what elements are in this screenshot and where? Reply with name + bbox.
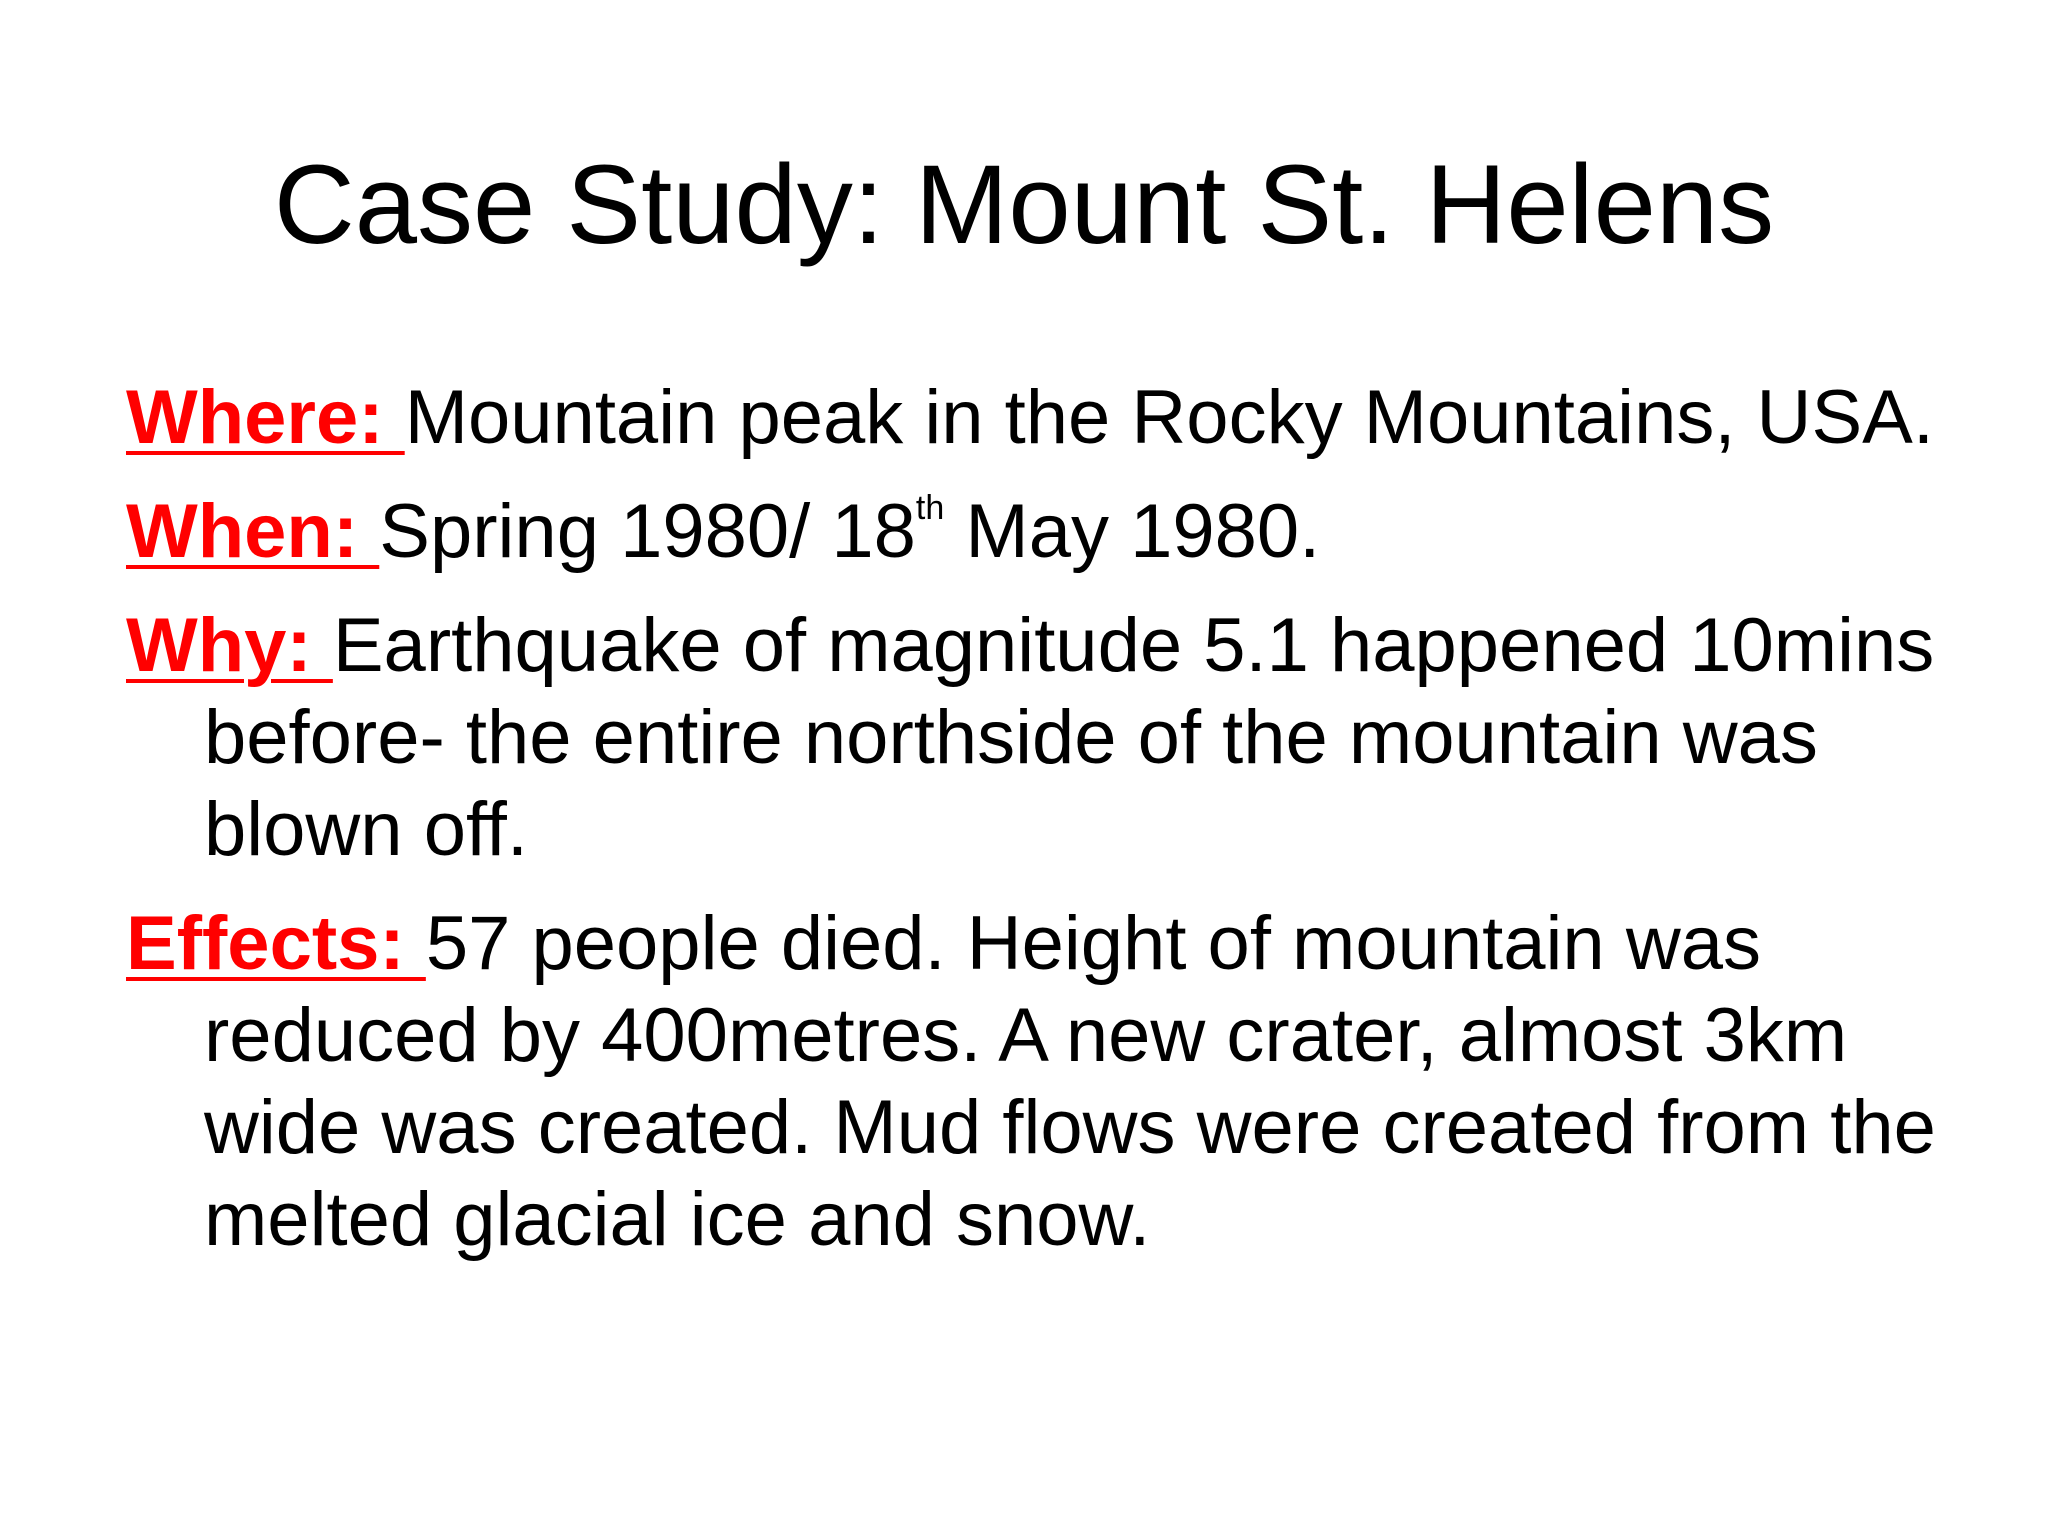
slide-title: Case Study: Mount St. Helens (273, 142, 1775, 267)
bullet-why-text: Earthquake of magnitude 5.1 happened 10mins before- the entire northside of the mountain was blown off. (204, 603, 1935, 872)
bullet-effects (126, 898, 1976, 1266)
bullet-where-label: Where: (126, 375, 405, 460)
bullet-why-label: Why: (126, 603, 333, 688)
slide-body (126, 372, 1976, 1288)
bullet-why (126, 600, 1976, 876)
bullet-where-text: Mountain peak in the Rocky Mountains, USA. (404, 375, 1934, 460)
bullet-effects-text: 57 people died. Height of mountain was reduced by 400metres. A new crater, almost 3km wide was created. Mud flows were created from the melted glacial ice and snow. (204, 901, 1936, 1262)
bullet-when-superscript: th (915, 489, 945, 527)
bullet-where (126, 372, 1976, 464)
bullet-effects-label: Effects: (126, 901, 426, 986)
bullet-when-text-after: May 1980. (944, 489, 1321, 574)
bullet-when-label: When: (126, 489, 380, 574)
bullet-when-text-before: Spring 1980/ 18 (379, 489, 916, 574)
bullet-when (126, 486, 1976, 578)
